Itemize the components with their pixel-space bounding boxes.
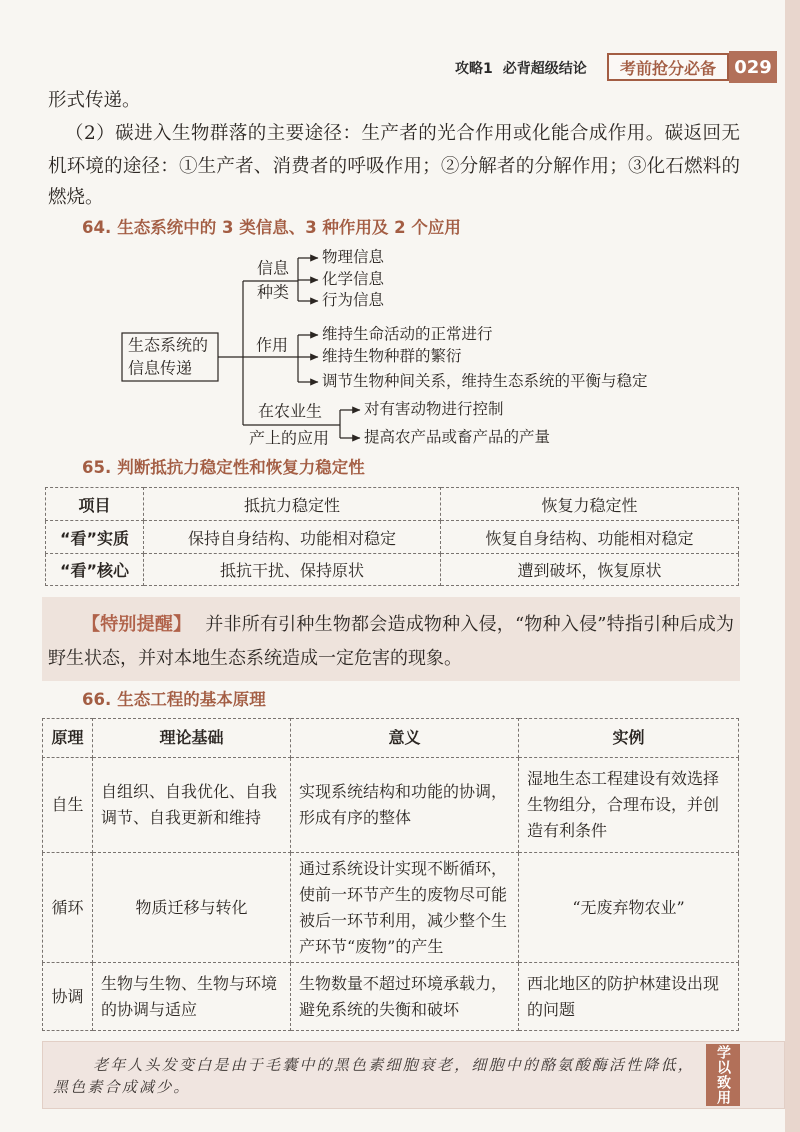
table-row: [46, 554, 739, 586]
application-item: 对有害动物进行控制: [364, 400, 504, 418]
info-type-item: 化学信息: [322, 270, 385, 288]
table-cell: 抵抗干扰、保持原状: [144, 554, 441, 586]
application-item: 提高农产品或畜产品的产量: [364, 428, 551, 446]
header-badge: 考前抢分必备: [607, 53, 729, 81]
info-transfer-diagram: [0, 240, 784, 455]
table-header-cell: 意义: [291, 719, 519, 758]
section-number: 66.: [82, 690, 112, 709]
stability-table: [45, 487, 739, 586]
table-cell: 实现系统结构和功能的协调，形成有序的整体: [291, 758, 519, 853]
reminder-label: 【特别提醒】: [82, 614, 192, 635]
section-64-heading: [82, 217, 461, 239]
table-header-cell: 恢复力稳定性: [441, 488, 739, 521]
function-item: 维持生物种群的繁衍: [322, 347, 462, 365]
table-row: [43, 853, 739, 963]
section-label: 必背超级结论: [502, 61, 587, 77]
practice-text: 老年人头发变白是由于毛囊中的黑色素细胞衰老，细胞中的酪氨酸酶活性降低，黑色素合成减少。: [53, 1056, 696, 1096]
running-header: [455, 57, 587, 79]
section-65-heading: [82, 457, 365, 479]
carbon-paragraph-line-2: 机环境的途径：①生产者、消费者的呼吸作用；②分解者的分解作用；③化石燃料的: [48, 156, 740, 177]
table-cell: 恢复自身结构、功能相对稳定: [441, 521, 739, 554]
carbon-paragraph-line-3: 燃烧。: [48, 187, 104, 208]
practice-tab: 学以致用: [706, 1044, 740, 1106]
root-label-line-1: 生态系统的: [128, 335, 209, 355]
section-number: 64.: [82, 218, 112, 237]
info-type-item: 物理信息: [322, 248, 385, 266]
carbon-paragraph-line-1: （2）碳进入生物群落的主要途径：生产者的光合作用或化能合成作用。碳返回无: [65, 123, 740, 144]
branch-function-label: 作用: [256, 335, 289, 355]
table-row: [43, 758, 739, 853]
function-item: 调节生物种间关系，维持生态系统的平衡与稳定: [322, 372, 648, 390]
table-header-cell: 抵抗力稳定性: [144, 488, 441, 521]
principle-name-cell: 协调: [43, 963, 93, 1031]
section-title: 生态系统中的 3 类信息、3 种作用及 2 个应用: [117, 218, 461, 237]
special-reminder-box: [42, 597, 740, 681]
table-header-row: [46, 488, 739, 521]
table-cell: 生物与生物、生物与环境的协调与适应: [93, 963, 291, 1031]
row-label-cell: “看”核心: [46, 554, 144, 586]
table-cell: 保持自身结构、功能相对稳定: [144, 521, 441, 554]
section-title: 生态工程的基本原理: [117, 690, 266, 709]
table-cell: 物质迁移与转化: [93, 853, 291, 963]
function-item: 维持生命活动的正常进行: [322, 325, 493, 343]
section-66-heading: [82, 689, 266, 711]
table-cell: 西北地区的防护林建设出现的问题: [519, 963, 739, 1031]
branch-application-label-1: 在农业生: [258, 401, 323, 421]
reminder-text: 并非所有引种生物都会造成物种入侵，“物种入侵”特指引种后成为野生状态，并对本地生态系统造成一定危害的现象。: [48, 614, 735, 669]
root-label-line-2: 信息传递: [128, 358, 193, 378]
practice-box: [42, 1041, 785, 1109]
principle-name-cell: 循环: [43, 853, 93, 963]
table-cell: 遭到破坏，恢复原状: [441, 554, 739, 586]
table-header-cell: 项目: [46, 488, 144, 521]
section-title: 判断抵抗力稳定性和恢复力稳定性: [117, 458, 365, 477]
eco-engineering-principles-table: [42, 718, 739, 1031]
principle-name-cell: 自生: [43, 758, 93, 853]
table-header-row: [43, 719, 739, 758]
page-edge-strip: [785, 0, 800, 1132]
section-number: 65.: [82, 458, 112, 477]
info-type-item: 行为信息: [322, 291, 385, 309]
table-cell: 自组织、自我优化、自我调节、自我更新和维持: [93, 758, 291, 853]
table-header-cell: 原理: [43, 719, 93, 758]
branch-info-types-label-1: 信息: [257, 258, 290, 278]
page-number: 029: [729, 51, 777, 83]
reminder-paragraph: [48, 608, 734, 676]
table-header-cell: 实例: [519, 719, 739, 758]
table-cell: 通过系统设计实现不断循环，使前一环节产生的废物尽可能被后一环节利用，减少整个生产环节“废物”的产生: [291, 853, 519, 963]
table-header-cell: 理论基础: [93, 719, 291, 758]
table-cell: “无废弃物农业”: [519, 853, 739, 963]
continuation-line: 形式传递。: [48, 90, 141, 111]
table-row: [43, 963, 739, 1031]
chapter-label: 攻略1: [455, 61, 493, 77]
table-cell: 生物数量不超过环境承载力，避免系统的失衡和破坏: [291, 963, 519, 1031]
row-label-cell: “看”实质: [46, 521, 144, 554]
branch-info-types-label-2: 种类: [257, 282, 290, 302]
table-cell: 湿地生态工程建设有效选择生物组分，合理布设，并创造有利条件: [519, 758, 739, 853]
branch-application-label-2: 产上的应用: [249, 428, 330, 448]
table-row: [46, 521, 739, 554]
